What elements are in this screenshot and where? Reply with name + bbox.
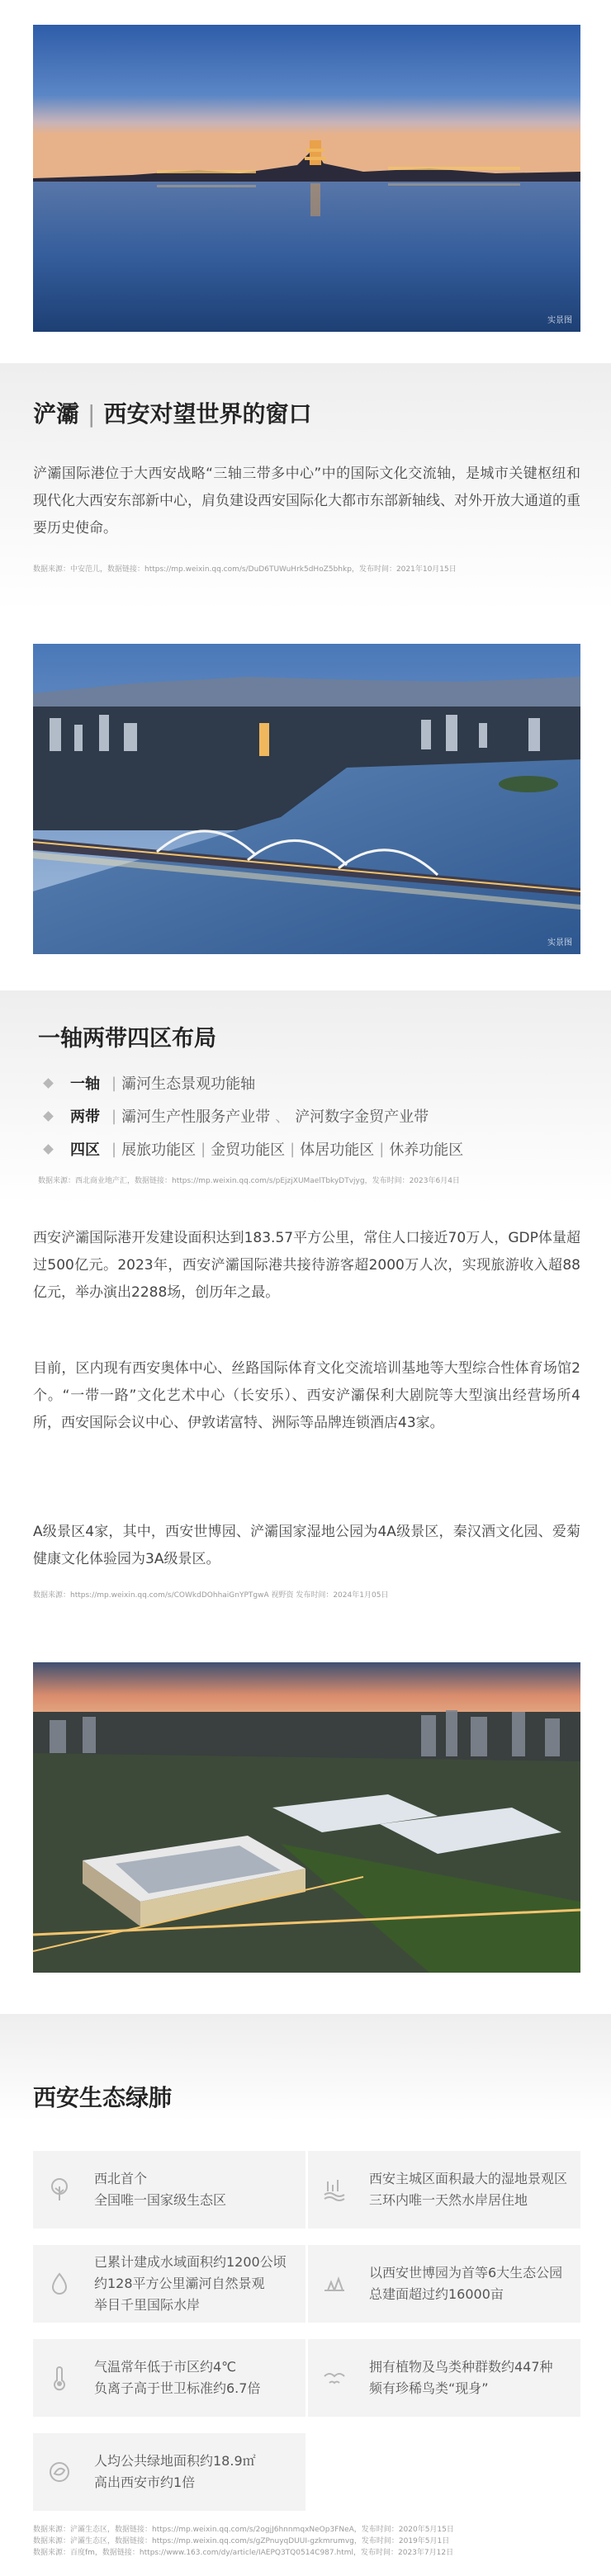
intro-title-sep: |: [88, 400, 96, 428]
eco-card-line: 气温常年低于市区约4℃: [94, 2359, 237, 2375]
thermometer-icon: [46, 2365, 73, 2391]
exhibition-photo: [33, 1662, 580, 1973]
tree-icon: [46, 2177, 73, 2203]
bird-icon: [321, 2365, 348, 2391]
eco-card-line: 三环内唯一天然水岸居住地: [369, 2192, 528, 2208]
city-bridge-image: [33, 644, 580, 954]
eco-card-line: 全国唯一国家级生态区: [94, 2192, 227, 2208]
eco-card: [33, 2433, 306, 2511]
diamond-bullet-icon: [43, 1111, 54, 1122]
exhibition-center-image: [33, 1662, 580, 1973]
layout-title: 一轴两带四区布局: [38, 1026, 216, 1052]
photo-credit: 实景图: [547, 938, 572, 948]
eco-card: [308, 2151, 580, 2229]
layout-item-sep: 、: [275, 1108, 291, 1126]
eco-card-line: 举目千里国际水岸: [94, 2297, 201, 2313]
intro-paragraph: 浐灞国际港位于大西安战略“三轴三带多中心”中的国际文化交流轴，是城市关键枢纽和现代化大西安东部新中心，肩负建设西安国际化大都市东部新轴线、对外开放大通道的重要历史使命。: [33, 466, 580, 536]
eco-card-line: 已累计建成水域面积约1200公顷: [94, 2254, 287, 2270]
eco-card-line: 拥有植物及鸟类种群数约447种: [369, 2359, 553, 2375]
layout-item-part: 灞河生产性服务产业带: [121, 1108, 271, 1126]
layout-item-part: 休养功能区: [389, 1141, 464, 1159]
layout-item-part: 金贸功能区: [211, 1141, 286, 1159]
layout-item-key: 一轴: [70, 1075, 100, 1093]
eco-card-line: 总建面超过约16000亩: [369, 2286, 504, 2302]
intro-title-right: 西安对望世界的窗口: [103, 400, 312, 428]
stats-paragraph-3: A级景区4家，其中，西安世博园、浐灞国家湿地公园为4A级景区，秦汉酒文化园、爱菊健康文化体验园为3A级景区。: [33, 1524, 580, 1567]
park-icon: [321, 2271, 348, 2297]
layout-item-belts: [38, 1099, 566, 1132]
eco-source: 数据来源：浐灞生态区，数据链接：https://mp.weixin.qq.com/s/2ogjJ6hnnmqxNeOp3FNeA，发布时间：2020年5月15日: [33, 2526, 454, 2534]
diamond-bullet-icon: [43, 1144, 54, 1155]
layout-item-zones: [38, 1132, 566, 1165]
eco-card: [308, 2339, 580, 2417]
diamond-bullet-icon: [43, 1078, 54, 1089]
eco-card-line: 高出西安市约1倍: [94, 2474, 196, 2490]
eco-card-line: 以西安世博园为首等6大生态公园: [369, 2265, 563, 2281]
layout-item-axis: [38, 1066, 566, 1099]
eco-card-line: 负离子高于世卫标准约6.7倍: [94, 2380, 261, 2396]
eco-title: 西安生态绿肺: [33, 2084, 173, 2111]
stats-paragraph-1: 西安浐灞国际港开发建设面积达到183.57平方公里，常住人口接近70万人，GDP体量超过500亿元。2023年，西安浐灞国际港共接待游客超2000万人次，实现旅游收入超88亿元，举办演出2288场，创历年之最。: [33, 1230, 580, 1301]
green-space-icon: [46, 2459, 73, 2485]
eco-card-line: 约128平方公里灞河自然景观: [94, 2276, 265, 2291]
layout-item-part: 体居功能区: [300, 1141, 375, 1159]
stats-source: 数据来源：https://mp.weixin.qq.com/s/COWkdDOhhaiGnYPTgwA 视野资 发布时间：2024年1月05日: [33, 1591, 389, 1600]
layout-item-part: 灞河生态景观功能轴: [121, 1075, 256, 1093]
eco-card-line: 西北首个: [94, 2171, 148, 2186]
layout-list: [38, 1066, 566, 1165]
eco-card: [33, 2339, 306, 2417]
layout-item-sep: |: [201, 1140, 206, 1158]
dusk-lake-image: [33, 25, 580, 332]
eco-card: [33, 2245, 306, 2323]
intro-title: [33, 396, 311, 429]
layout-item-sep: |: [290, 1140, 296, 1158]
layout-item-key: 四区: [70, 1141, 100, 1159]
eco-card-line: 西安主城区面积最大的湿地景观区: [369, 2171, 568, 2186]
eco-source: 数据来源：浐灞生态区，数据链接：https://mp.weixin.qq.com/s/gZPnuyqDUUI-gzkmrumvg，发布时间：2019年5月1日: [33, 2537, 450, 2545]
eco-card-line: 频有珍稀鸟类“现身”: [369, 2380, 489, 2396]
eco-card: [33, 2151, 306, 2229]
layout-source: 数据来源：西北商业地产汇，数据链接：https://mp.weixin.qq.com/s/pEjzjXUMaelTbkyDTvjyg，发布时间：2023年6月4日: [38, 1177, 460, 1185]
aerial-photo: [33, 644, 580, 954]
eco-card-line: 人均公共绿地面积约18.9㎡: [94, 2453, 256, 2469]
eco-card: [308, 2245, 580, 2323]
layout-item-sep: |: [111, 1107, 117, 1125]
water-icon: [46, 2271, 73, 2297]
intro-title-left: 浐灞: [33, 400, 80, 428]
wetland-icon: [321, 2177, 348, 2203]
intro-source: 数据来源：中安范儿，数据链接：https://mp.weixin.qq.com/s/DuD6TUWuHrk5dHoZ5bhkp，发布时间：2021年10月15日: [33, 565, 457, 574]
layout-item-sep: |: [111, 1074, 117, 1092]
layout-item-key: 两带: [70, 1108, 100, 1126]
eco-sources: [33, 2524, 580, 2559]
eco-source: 数据来源：百度fm，数据链接：https://www.163.com/dy/article/IAEPQ3TQ0514C987.html，发布时间：2023年7月12日: [33, 2549, 454, 2557]
layout-item-part: 展旅功能区: [121, 1141, 197, 1159]
layout-item-sep: |: [111, 1140, 117, 1158]
layout-item-part: 浐河数字金贸产业带: [295, 1108, 429, 1126]
layout-item-sep: |: [379, 1140, 385, 1158]
hero-photo: [33, 25, 580, 332]
photo-credit: 实景图: [547, 316, 572, 325]
stats-paragraph-2: 目前，区内现有西安奥体中心、丝路国际体育文化交流培训基地等大型综合性体育场馆2个。“一带一路”文化艺术中心（长安乐）、西安浐灞保利大剧院等大型演出经营场所4所，西安国际会议中心、伊敦诺富特、洲际等品牌连锁酒店43家。: [33, 1360, 580, 1431]
